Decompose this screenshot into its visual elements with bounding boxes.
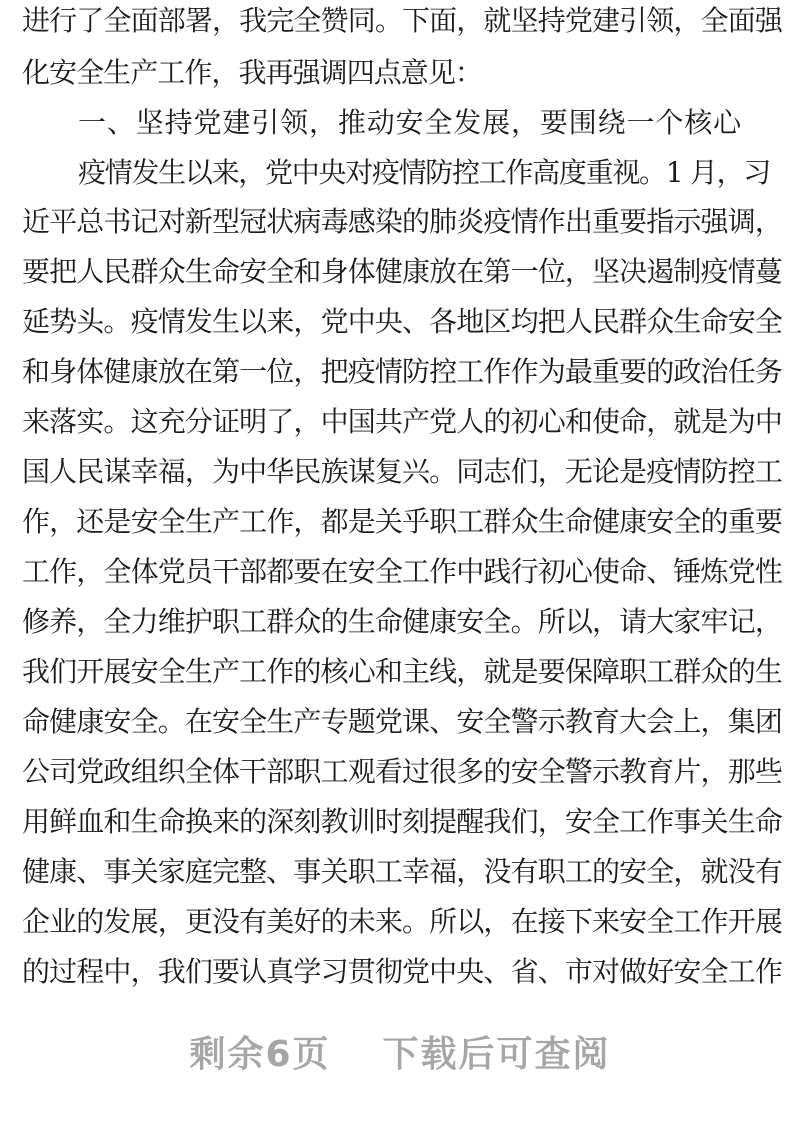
line-text: 一、坚持党建引领，推动安全发展，要围绕一个核心 xyxy=(78,106,742,139)
paragraph-line xyxy=(0,297,800,347)
line-text: 命健康安全。在安全生产专题党课、安全警示教育大会上，集团 xyxy=(22,705,782,738)
download-prompt[interactable] xyxy=(0,1026,800,1077)
download-to-view-label: 下载后可查阅 xyxy=(382,1034,611,1075)
paragraph-line xyxy=(0,547,800,597)
line-text: 工作，全体党员干部都要在安全工作中践行初心使命、锤炼党性 xyxy=(22,555,782,588)
line-text: 疫情发生以来，党中央对疫情防控工作高度重视。1 月，习 xyxy=(78,156,770,189)
remaining-pages-label: 剩余6页 xyxy=(189,1034,331,1075)
paragraph-line xyxy=(0,197,800,247)
line-text: 健康、事关家庭完整、事关职工幸福，没有职工的安全，就没有 xyxy=(22,855,782,888)
line-text: 和身体健康放在第一位，把疫情防控工作作为最重要的政治任务 xyxy=(22,355,782,388)
line-text: 企业的发展，更没有美好的未来。所以，在接下来安全工作开展 xyxy=(22,905,782,938)
line-text: 作，还是安全生产工作，都是关乎职工群众生命健康安全的重要 xyxy=(22,505,782,538)
paragraph-line xyxy=(0,497,800,547)
paragraph-line xyxy=(0,697,800,747)
paragraph-line xyxy=(0,747,800,797)
paragraph-line xyxy=(0,0,800,46)
paragraph-line xyxy=(0,347,800,397)
paragraph-line xyxy=(0,897,800,947)
line-text: 的过程中，我们要认真学习贯彻党中央、省、市对做好安全工作 xyxy=(22,955,782,988)
line-text: 国人民谋幸福，为中华民族谋复兴。同志们，无论是疫情防控工 xyxy=(22,455,782,488)
paragraph-line xyxy=(0,847,800,897)
paragraph-line xyxy=(0,647,800,697)
paragraph-line xyxy=(0,247,800,297)
paragraph-line xyxy=(0,797,800,847)
line-text: 化安全生产工作，我再强调四点意见： xyxy=(22,56,482,89)
line-text: 近平总书记对新型冠状病毒感染的肺炎疫情作出重要指示强调， xyxy=(22,205,782,238)
line-text: 延势头。疫情发生以来，党中央、各地区均把人民群众生命安全 xyxy=(22,305,782,338)
line-text: 公司党政组织全体干部职工观看过很多的安全警示教育片，那些 xyxy=(22,755,782,788)
paragraph-line xyxy=(0,397,800,447)
line-text: 进行了全面部署，我完全赞同。下面，就坚持党建引领，全面强 xyxy=(22,4,782,37)
line-text: 修养，全力维护职工群众的生命健康安全。所以，请大家牢记， xyxy=(22,605,782,638)
line-text: 我们开展安全生产工作的核心和主线，就是要保障职工群众的生 xyxy=(22,655,782,688)
paragraph-line xyxy=(0,947,800,997)
section-heading-line xyxy=(0,98,800,148)
paragraph-line xyxy=(0,48,800,98)
paragraph-line xyxy=(0,447,800,497)
line-text: 用鲜血和生命换来的深刻教训时刻提醒我们，安全工作事关生命 xyxy=(22,805,782,838)
line-text: 来落实。这充分证明了，中国共产党人的初心和使命，就是为中 xyxy=(22,405,782,438)
paragraph-line xyxy=(0,597,800,647)
line-text: 要把人民群众生命安全和身体健康放在第一位，坚决遏制疫情蔓 xyxy=(22,255,782,288)
paragraph-line xyxy=(0,148,800,198)
